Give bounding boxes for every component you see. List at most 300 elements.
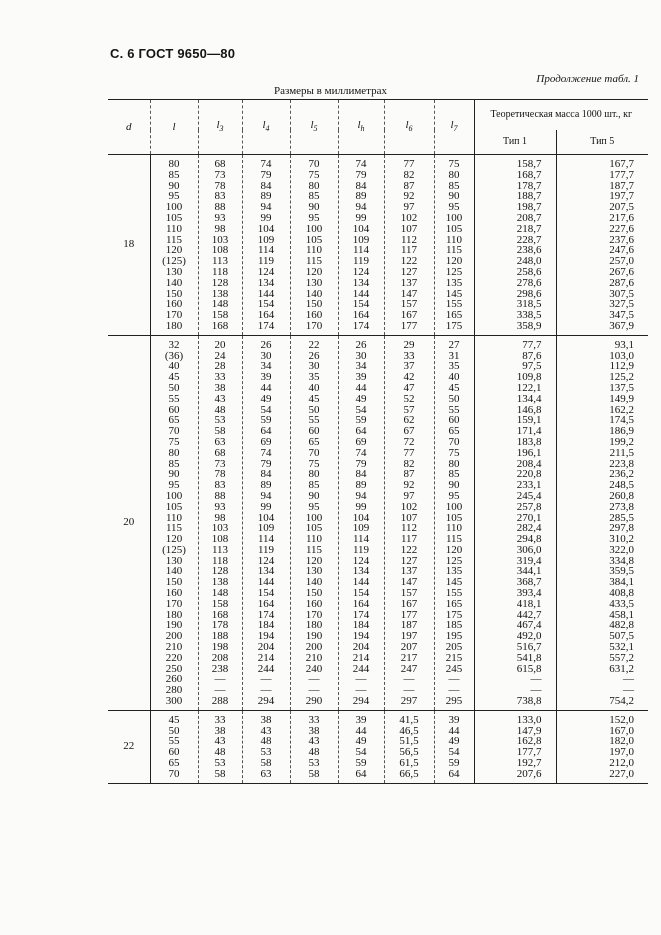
cell-value: — xyxy=(260,684,272,697)
cell-value: — xyxy=(214,673,226,686)
cell-value: 84 xyxy=(355,179,367,192)
cell-value: 184 xyxy=(352,619,370,632)
cell-value: 247 xyxy=(400,662,418,675)
cell-value: 45 xyxy=(168,713,180,726)
cell-value: 145 xyxy=(445,287,463,300)
cell-value: 368,7 xyxy=(516,576,542,589)
cell-value: 248,5 xyxy=(609,479,635,492)
cell-value: 492,0 xyxy=(516,630,542,643)
cell-value: 59 xyxy=(260,414,272,427)
cell-value: 20 xyxy=(214,338,226,351)
cell-value: 220 xyxy=(165,651,183,664)
cell-value: 89 xyxy=(355,190,367,203)
cell-value: 214 xyxy=(352,651,370,664)
cell-value: 37 xyxy=(403,360,415,373)
cell-value: 240 xyxy=(305,662,323,675)
cell-value: 228,7 xyxy=(516,233,542,246)
cell-d: 20 xyxy=(108,335,150,710)
cell-value: 306,0 xyxy=(516,543,542,556)
cell-value: 408,8 xyxy=(609,587,635,600)
cell-value: 184 xyxy=(257,619,275,632)
cell-value: 80 xyxy=(308,179,320,192)
cell-value: 70 xyxy=(168,425,180,438)
dimensions-table xyxy=(108,99,648,784)
cell-value: 48 xyxy=(214,746,226,759)
cell-value: 135 xyxy=(445,276,463,289)
cell-value: 110 xyxy=(165,222,183,235)
cell-value: 108 xyxy=(211,533,229,546)
cell-value: 38 xyxy=(260,713,272,726)
cell-value: 154 xyxy=(257,587,275,600)
cell-value: 187,7 xyxy=(609,179,635,192)
cell-value: 26 xyxy=(355,338,367,351)
cell-value: 50 xyxy=(448,392,460,405)
cell-value: 110 xyxy=(445,233,463,246)
cell-value: 327,5 xyxy=(609,298,635,311)
cell-value: 105 xyxy=(165,500,183,513)
cell-value: 44 xyxy=(448,724,460,737)
cell-value: 92 xyxy=(403,479,415,492)
cell-value: 134 xyxy=(257,565,275,578)
cell-value: 138 xyxy=(211,576,229,589)
cell-value: 217,6 xyxy=(609,211,635,224)
cell-value: 120 xyxy=(305,265,323,278)
cell-value: 77,7 xyxy=(522,338,542,351)
cell-value: 125,2 xyxy=(609,371,635,384)
cell-value: 215 xyxy=(445,651,463,664)
cell-value: 270,1 xyxy=(516,511,542,524)
cell-value: 144 xyxy=(257,576,275,589)
cell-value: 160 xyxy=(165,298,183,311)
cell-value: 105 xyxy=(445,222,463,235)
cell-value: 24 xyxy=(214,349,226,362)
cell-value: 39 xyxy=(448,713,460,726)
cell-value: 85 xyxy=(308,190,320,203)
cell-value: 154 xyxy=(257,298,275,311)
cell-value: 159,1 xyxy=(516,414,542,427)
cell-l5 xyxy=(290,155,338,336)
cell-value: 164 xyxy=(352,309,370,322)
cell-value: — xyxy=(355,673,367,686)
cell-value: 110 xyxy=(305,533,323,546)
cell-value: 197,7 xyxy=(609,190,635,203)
cell-value: 79 xyxy=(355,457,367,470)
cell-value: 124 xyxy=(352,265,370,278)
cell-value: 135 xyxy=(445,565,463,578)
cell-value: 197 xyxy=(400,630,418,643)
cell-value: 63 xyxy=(214,435,226,448)
cell-value: 319,4 xyxy=(516,554,542,567)
cell-value: 260 xyxy=(165,673,183,686)
cell-value: 50 xyxy=(308,403,320,416)
cell-value: 92 xyxy=(403,190,415,203)
cell-value: 43 xyxy=(214,392,226,405)
cell-value: — xyxy=(403,673,415,686)
cell-value: 31 xyxy=(448,349,460,362)
cell-value: 122,1 xyxy=(516,381,542,394)
cell-value: 130 xyxy=(305,565,323,578)
cell-value: 171,4 xyxy=(516,425,542,438)
cell-value: 90 xyxy=(308,201,320,214)
cell-value: 60 xyxy=(308,425,320,438)
cell-value: 245,4 xyxy=(516,489,542,502)
cell-value: — xyxy=(448,684,460,697)
cell-value: 87 xyxy=(403,468,415,481)
cell-m5 xyxy=(556,710,648,783)
cell-value: 27 xyxy=(448,338,460,351)
cell-value: 109 xyxy=(352,233,370,246)
cell-value: 128 xyxy=(211,565,229,578)
cell-value: 28 xyxy=(214,360,226,373)
cell-value: 180 xyxy=(165,608,183,621)
cell-value: 160 xyxy=(165,587,183,600)
cell-value: 334,8 xyxy=(609,554,635,567)
cell-l3 xyxy=(198,155,242,336)
cell-value: 442,7 xyxy=(516,608,542,621)
cell-l4 xyxy=(242,710,290,783)
cell-value: (125) xyxy=(162,255,186,268)
cell-value: 118 xyxy=(211,265,229,278)
cell-value: 199,2 xyxy=(609,435,635,448)
cell-value: 112 xyxy=(400,233,418,246)
cell-value: 155 xyxy=(445,587,463,600)
cell-value: 137 xyxy=(400,276,418,289)
cell-value: 82 xyxy=(403,168,415,181)
cell-value: 118 xyxy=(211,554,229,567)
cell-value: 60 xyxy=(168,746,180,759)
cell-value: 507,5 xyxy=(609,630,635,643)
cell-value: 541,8 xyxy=(516,651,542,664)
cell-value: 80 xyxy=(448,168,460,181)
cell-value: 280 xyxy=(165,684,183,697)
cell-value: 109 xyxy=(352,522,370,535)
cell-value: 45 xyxy=(168,371,180,384)
cell-value: 298,6 xyxy=(516,287,542,300)
cell-value: 99 xyxy=(355,211,367,224)
cell-value: 98 xyxy=(214,222,226,235)
cell-value: 68 xyxy=(214,158,226,170)
cell-value: 95 xyxy=(168,190,180,203)
col-header-l: l xyxy=(150,100,198,155)
cell-value: 295 xyxy=(445,695,463,708)
cell-value: 102 xyxy=(400,500,418,513)
cell-value: 90 xyxy=(448,190,460,203)
cell-value: 34 xyxy=(260,360,272,373)
cell-value: 65 xyxy=(308,435,320,448)
cell-value: 359,5 xyxy=(609,565,635,578)
cell-value: 248,0 xyxy=(516,255,542,268)
cell-value: 208,7 xyxy=(516,211,542,224)
cell-value: 30 xyxy=(308,360,320,373)
cell-value: 212,0 xyxy=(609,757,635,770)
cell-value: 115 xyxy=(165,522,183,535)
cell-value: 62 xyxy=(403,414,415,427)
cell-value: 150 xyxy=(165,576,183,589)
cell-value: 204 xyxy=(257,641,275,654)
cell-value: 532,1 xyxy=(609,641,635,654)
cell-value: 294 xyxy=(352,695,370,708)
cell-value: 40 xyxy=(448,371,460,384)
cell-value: 117 xyxy=(400,533,418,546)
cell-l7 xyxy=(434,155,474,336)
cell-value: 87 xyxy=(403,179,415,192)
col-header-l5: $l_5$ xyxy=(290,100,338,155)
cell-value: 97,5 xyxy=(522,360,542,373)
cell-value: 137 xyxy=(400,565,418,578)
cell-value: 384,1 xyxy=(609,576,635,589)
cell-value: 99 xyxy=(260,500,272,513)
cell-value: 177 xyxy=(400,608,418,621)
cell-value: 52 xyxy=(403,392,415,405)
cell-value: 103 xyxy=(211,233,229,246)
cell-value: 94 xyxy=(355,201,367,214)
cell-value: 102 xyxy=(400,211,418,224)
cell-lh xyxy=(338,710,384,783)
cell-value: 167,0 xyxy=(609,724,635,737)
cell-value: 233,1 xyxy=(516,479,542,492)
cell-value: 205 xyxy=(445,641,463,654)
cell-l3 xyxy=(198,710,242,783)
cell-value: 70 xyxy=(308,158,320,170)
cell-value: 75 xyxy=(168,435,180,448)
cell-l xyxy=(150,710,198,783)
cell-value: 458,1 xyxy=(609,608,635,621)
cell-value: 58 xyxy=(308,767,320,780)
table-group-row xyxy=(108,155,648,336)
cell-value: 51,5 xyxy=(399,735,419,748)
continuation-note: Продолжение табл. 1 xyxy=(536,73,639,85)
cell-value: 157 xyxy=(400,587,418,600)
cell-value: 107 xyxy=(400,511,418,524)
cell-value: 164 xyxy=(257,597,275,610)
cell-value: 54 xyxy=(355,746,367,759)
cell-value: 258,6 xyxy=(516,265,542,278)
cell-value: 90 xyxy=(168,468,180,481)
cell-value: 66,5 xyxy=(399,767,419,780)
cell-value: 198,7 xyxy=(516,201,542,214)
col-header-l7: $l_7$ xyxy=(434,100,474,155)
cell-value: 218,7 xyxy=(516,222,542,235)
cell-value: 43 xyxy=(260,724,272,737)
cell-value: 49 xyxy=(260,392,272,405)
cell-value: 98 xyxy=(214,511,226,524)
cell-l7 xyxy=(434,710,474,783)
cell-value: 187 xyxy=(400,619,418,632)
cell-value: 128 xyxy=(211,276,229,289)
cell-value: 50 xyxy=(168,724,180,737)
cell-value: 250 xyxy=(165,662,183,675)
cell-value: 53 xyxy=(308,757,320,770)
cell-value: 195 xyxy=(445,630,463,643)
cell-value: 38 xyxy=(214,724,226,737)
cell-value: 124 xyxy=(257,554,275,567)
cell-value: 64 xyxy=(448,767,460,780)
cell-value: 56,5 xyxy=(399,746,419,759)
cell-l xyxy=(150,335,198,710)
cell-value: 40 xyxy=(308,381,320,394)
cell-value: 165 xyxy=(445,309,463,322)
cell-value: 177 xyxy=(400,319,418,332)
units-caption: Размеры в миллиметрах xyxy=(274,85,387,97)
cell-value: 238,6 xyxy=(516,244,542,257)
cell-value: 115 xyxy=(445,533,463,546)
cell-value: 285,5 xyxy=(609,511,635,524)
cell-m1 xyxy=(474,335,556,710)
cell-value: 61,5 xyxy=(399,757,419,770)
cell-value: 119 xyxy=(257,543,275,556)
cell-value: 100 xyxy=(445,211,463,224)
cell-value: 140 xyxy=(165,565,183,578)
cell-value: 180 xyxy=(165,319,183,332)
cell-value: 164 xyxy=(352,597,370,610)
cell-value: 90 xyxy=(168,179,180,192)
cell-value: 278,6 xyxy=(516,276,542,289)
cell-value: 30 xyxy=(355,349,367,362)
cell-value: 145 xyxy=(445,576,463,589)
cell-value: 467,4 xyxy=(516,619,542,632)
cell-value: 33 xyxy=(214,371,226,384)
cell-value: 168 xyxy=(211,319,229,332)
cell-value: 260,8 xyxy=(609,489,635,502)
cell-l6 xyxy=(384,335,434,710)
cell-value: 267,6 xyxy=(609,265,635,278)
cell-value: 84 xyxy=(355,468,367,481)
cell-value: 183,8 xyxy=(516,435,542,448)
cell-value: — xyxy=(530,684,542,697)
cell-value: 198 xyxy=(211,641,229,654)
cell-value: 78 xyxy=(214,179,226,192)
cell-value: 124 xyxy=(257,265,275,278)
cell-value: 127 xyxy=(400,265,418,278)
cell-value: 165 xyxy=(445,597,463,610)
cell-value: 200 xyxy=(305,641,323,654)
cell-value: 214 xyxy=(257,651,275,664)
cell-value: 282,4 xyxy=(516,522,542,535)
cell-value: 120 xyxy=(445,543,463,556)
cell-value: 144 xyxy=(352,287,370,300)
cell-value: 170 xyxy=(305,608,323,621)
cell-value: 147 xyxy=(400,287,418,300)
cell-value: 322,0 xyxy=(609,543,635,556)
cell-value: 112,9 xyxy=(609,360,635,373)
cell-value: 146,8 xyxy=(516,403,542,416)
cell-value: 113 xyxy=(211,255,229,268)
cell-value: 174 xyxy=(257,319,275,332)
cell-l5 xyxy=(290,335,338,710)
cell-value: 175 xyxy=(445,319,463,332)
cell-value: 738,8 xyxy=(516,695,542,708)
cell-value: 393,4 xyxy=(516,587,542,600)
cell-value: 33 xyxy=(308,713,320,726)
cell-value: 115 xyxy=(305,543,323,556)
cell-value: 245 xyxy=(445,662,463,675)
cell-value: 120 xyxy=(165,533,183,546)
cell-value: 43 xyxy=(214,735,226,748)
cell-value: 40 xyxy=(168,360,180,373)
cell-value: 344,1 xyxy=(516,565,542,578)
cell-value: 54 xyxy=(260,403,272,416)
cell-value: 54 xyxy=(448,746,460,759)
cell-value: 257,0 xyxy=(609,255,635,268)
cell-value: 130 xyxy=(165,265,183,278)
cell-value: 100 xyxy=(165,201,183,214)
cell-value: 54 xyxy=(355,403,367,416)
cell-value: 41,5 xyxy=(399,713,419,726)
cell-value: 84 xyxy=(260,468,272,481)
cell-value: 154 xyxy=(352,298,370,311)
cell-value: 194 xyxy=(352,630,370,643)
cell-value: 273,8 xyxy=(609,500,635,513)
cell-value: 134 xyxy=(257,276,275,289)
cell-value: 167 xyxy=(400,597,418,610)
cell-value: 148 xyxy=(211,587,229,600)
cell-value: 144 xyxy=(257,287,275,300)
cell-value: 59 xyxy=(448,757,460,770)
cell-value: 147,9 xyxy=(516,724,542,737)
cell-value: 29 xyxy=(403,338,415,351)
cell-l3 xyxy=(198,335,242,710)
cell-value: 42 xyxy=(403,371,415,384)
cell-value: 110 xyxy=(305,244,323,257)
cell-value: 100 xyxy=(305,222,323,235)
cell-value: 211,5 xyxy=(609,446,635,459)
cell-m5 xyxy=(556,155,648,336)
cell-value: 294 xyxy=(257,695,275,708)
cell-value: 210 xyxy=(305,651,323,664)
cell-value: 197,0 xyxy=(609,746,635,759)
col-header-l6: $l_6$ xyxy=(384,100,434,155)
cell-value: 59 xyxy=(355,414,367,427)
cell-value: 32 xyxy=(168,338,180,351)
cell-value: 134,4 xyxy=(516,392,542,405)
cell-value: 185 xyxy=(445,619,463,632)
cell-value: 188,7 xyxy=(516,190,542,203)
cell-value: 192,7 xyxy=(516,757,542,770)
page-label: С. 6 ГОСТ 9650—80 xyxy=(110,46,236,61)
cell-value: 125 xyxy=(445,265,463,278)
cell-value: — xyxy=(623,684,635,697)
cell-value: 110 xyxy=(445,522,463,535)
cell-value: 174 xyxy=(257,608,275,621)
cell-value: 65 xyxy=(168,414,180,427)
cell-value: 64 xyxy=(355,767,367,780)
cell-value: 74 xyxy=(260,446,272,459)
cell-value: 104 xyxy=(257,222,275,235)
cell-value: 237,6 xyxy=(609,233,635,246)
cell-d: 18 xyxy=(108,155,150,336)
cell-value: 38 xyxy=(214,381,226,394)
cell-value: 140 xyxy=(305,576,323,589)
cell-value: 105 xyxy=(165,211,183,224)
cell-value: 168 xyxy=(211,608,229,621)
cell-value: 44 xyxy=(355,381,367,394)
cell-value: 170 xyxy=(305,319,323,332)
cell-value: 117 xyxy=(400,244,418,257)
cell-value: 95 xyxy=(168,479,180,492)
cell-value: 70 xyxy=(448,435,460,448)
cell-value: 49 xyxy=(448,735,460,748)
cell-value: 157 xyxy=(400,298,418,311)
cell-value: 57 xyxy=(403,403,415,416)
cell-value: — xyxy=(448,673,460,686)
cell-value: 190 xyxy=(165,619,183,632)
cell-value: 244 xyxy=(352,662,370,675)
cell-value: 307,5 xyxy=(609,287,635,300)
cell-value: 26 xyxy=(308,349,320,362)
cell-value: 85 xyxy=(168,457,180,470)
cell-value: 119 xyxy=(257,255,275,268)
cell-l6 xyxy=(384,155,434,336)
